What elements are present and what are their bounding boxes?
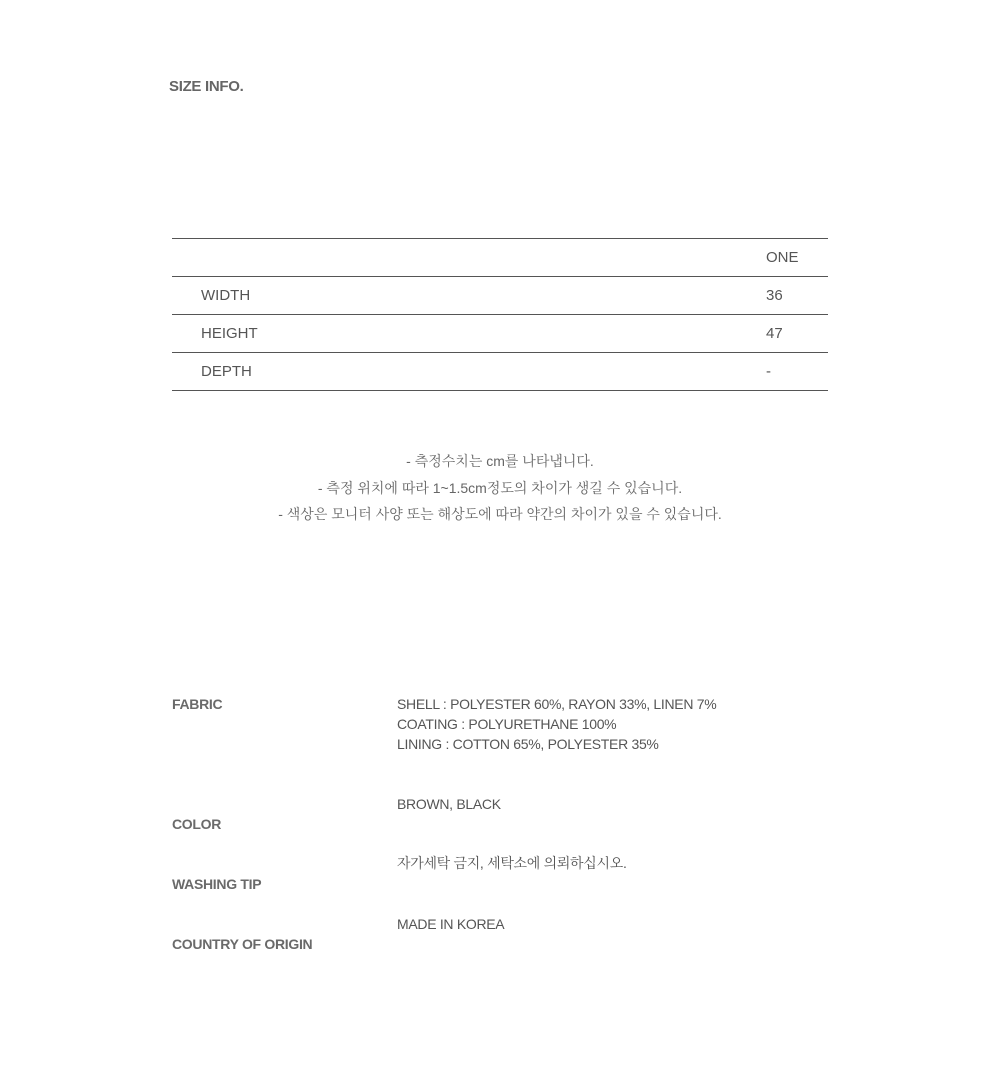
fabric-line-shell: SHELL : POLYESTER 60%, RAYON 33%, LINEN 7% bbox=[397, 696, 717, 712]
note-line: - 측정수치는 cm를 나타냅니다. bbox=[406, 453, 594, 469]
washing-tip-value: 자가세탁 금지, 세탁소에 의뢰하십시오. bbox=[397, 855, 627, 871]
size-label-depth: DEPTH bbox=[201, 363, 252, 380]
color-label: COLOR bbox=[172, 816, 222, 832]
color-value: BROWN, BLACK bbox=[397, 796, 501, 812]
table-row bbox=[172, 353, 828, 391]
size-label-width: WIDTH bbox=[201, 287, 251, 304]
fabric-value bbox=[397, 694, 716, 754]
size-value-height: 47 bbox=[766, 325, 783, 342]
table-row bbox=[172, 277, 828, 315]
size-info-title: SIZE INFO. bbox=[169, 78, 244, 95]
size-notes bbox=[0, 448, 1000, 528]
size-value-depth: - bbox=[766, 363, 771, 380]
fabric-line-lining: LINING : COTTON 65%, POLYESTER 35% bbox=[397, 736, 659, 752]
fabric-label: FABRIC bbox=[172, 696, 223, 712]
fabric-line-coating: COATING : POLYURETHANE 100% bbox=[397, 716, 617, 732]
country-of-origin-label: COUNTRY OF ORIGIN bbox=[172, 936, 313, 952]
size-column-header: ONE bbox=[766, 249, 799, 266]
size-value-width: 36 bbox=[766, 287, 783, 304]
washing-tip-label: WASHING TIP bbox=[172, 876, 262, 892]
size-table bbox=[172, 238, 828, 391]
table-row bbox=[172, 315, 828, 353]
country-of-origin-value: MADE IN KOREA bbox=[397, 916, 505, 932]
size-table-header-empty bbox=[172, 239, 766, 277]
note-line: - 색상은 모니터 사양 또는 해상도에 따라 약간의 차이가 있을 수 있습니다. bbox=[278, 506, 722, 522]
note-line: - 측정 위치에 따라 1~1.5cm정도의 차이가 생길 수 있습니다. bbox=[317, 479, 683, 496]
size-label-height: HEIGHT bbox=[201, 325, 258, 342]
size-table-header-row bbox=[172, 239, 828, 277]
